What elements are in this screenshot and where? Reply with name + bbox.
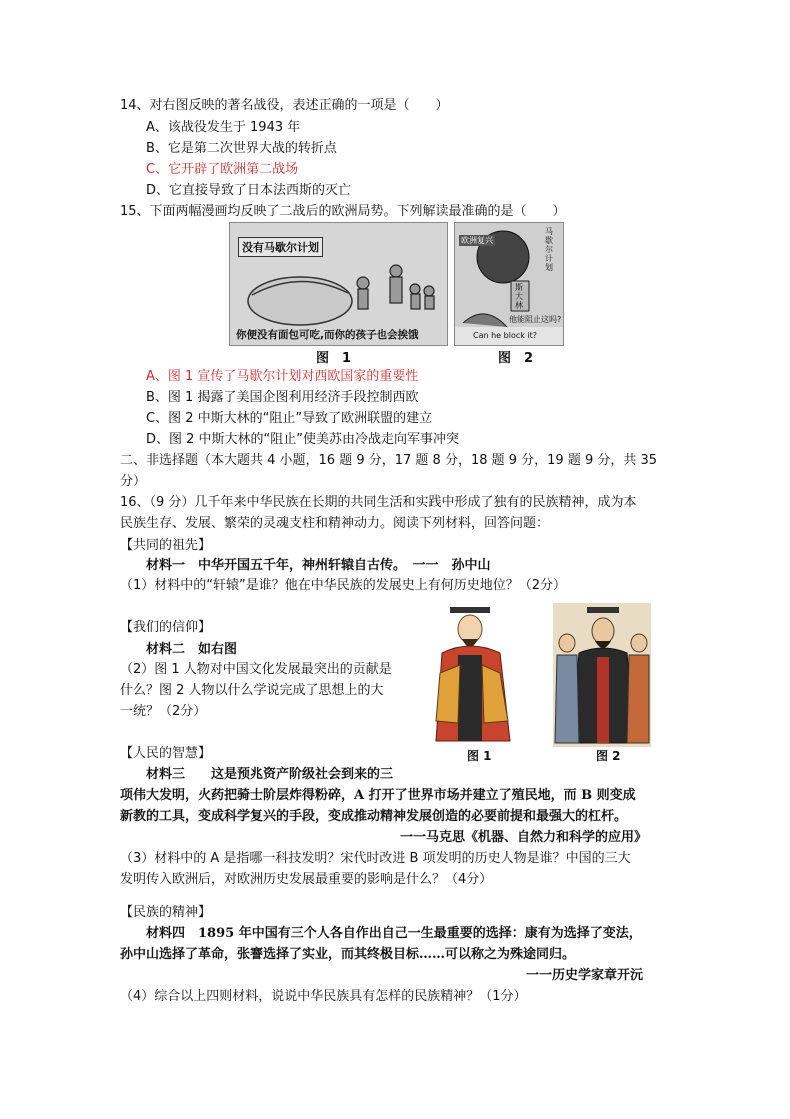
q16-material-3-line3: 新教的工具，变成科学复兴的手段，变成推动精神发展创造的必要前提和最强大的杠杆。 — [120, 809, 628, 824]
portrait-figure-2-label: 图 2 — [596, 749, 621, 763]
cartoon2-speech-cn: 他能阻止这吗? — [509, 315, 562, 324]
cartoon2-sign-europe-recovery: 欧洲复兴 — [461, 236, 493, 245]
q16-sub4: （4）综合以上四则材料，说说中华民族具有怎样的民族精神？（1分） — [120, 989, 527, 1004]
q16-sub2-line2: 什么？图 2 人物以什么学说完成了思想上的大 — [120, 683, 384, 698]
q16-material-1: 材料一 中华开国五千年，神州轩辕自古传。 一一 孙中山 — [146, 558, 491, 573]
q16-sub3-line2: 发明传入欧洲后，对欧洲历史发展最重要的影响是什么？（4分） — [120, 872, 493, 887]
q15-option-b: B、图 1 揭露了美国企图利用经济手段控制西欧 — [146, 390, 419, 405]
q14-option-d: D、它直接导致了日本法西斯的灭亡 — [146, 183, 352, 198]
q16-material-3-source: 一一马克思《机器、自然力和科学的应用》 — [400, 830, 648, 845]
q15-figure1-label: 图 1 — [316, 351, 352, 366]
portrait-figure-1-label: 图 1 — [467, 749, 492, 763]
portrait-figure-1-emperor — [428, 603, 520, 747]
section2-heading-cont: 分） — [120, 474, 147, 489]
cartoon2-sign-marshall-plan: 马歇尔计划 — [545, 227, 553, 272]
q16-material-4-line1: 材料四 1895 年中国有三个人各自作出自己一生最重要的选择：康有为选择了变法， — [146, 926, 642, 941]
q14-option-a: A、该战役发生于 1943 年 — [146, 120, 301, 135]
q15-figure2-label: 图 2 — [498, 351, 534, 366]
cartoon1-title-sign: 没有马歇尔计划 — [238, 237, 323, 257]
emperor-portrait-illustration — [428, 603, 520, 747]
q14-option-b: B、它是第二次世界大战的转折点 — [146, 141, 337, 156]
q15-option-a-answer: A、图 1 宣传了马歇尔计划对西欧国家的重要性 — [146, 369, 419, 384]
q16-sub2-line1: （2）图 1 人物对中国文化发展最突出的贡献是 — [120, 662, 392, 677]
q16-heading-spirit: 【民族的精神】 — [120, 905, 212, 920]
stalin-block-cartoon-2 — [454, 222, 564, 346]
q16-material-4-line2: 孙中山选择了革命，张謇选择了实业，而其终极目标……可以称之为殊途同归。 — [120, 947, 576, 962]
q16-sub2-line3: 一统？（2分） — [120, 704, 207, 719]
q16-material-4-source: 一一历史学家章开沅 — [526, 968, 644, 983]
q15-option-c: C、图 2 中斯大林的“阻止”导致了欧洲联盟的建立 — [146, 411, 433, 426]
q16-sub3-line1: （3）材料中的 A 是指哪一科技发明？宋代时改进 B 项发明的历史人物是谁？中国的三大 — [120, 851, 631, 866]
q14-stem: 14、对右图反映的著名战役，表述正确的一项是（ ） — [120, 98, 449, 113]
q16-heading-ancestor: 【共同的祖先】 — [120, 538, 212, 553]
q16-material-3-line1: 材料三 这是预兆资产阶级社会到来的三 — [146, 767, 394, 782]
cartoon1-caption: 你便没有面包可吃,而你的孩子也会挨饿 — [236, 329, 419, 341]
q16-heading-wisdom: 【人民的智慧】 — [120, 746, 212, 761]
q16-sub1: （1）材料中的“轩辕”是谁？他在中华民族的发展史上有何历史地位？（2分） — [120, 578, 567, 593]
section2-heading: 二、非选择题（本大题共 4 小题，16 题 9 分，17 题 8 分，18 题 9 分，19 题 9 分，共 35 — [120, 453, 658, 468]
cartoon2-speech-en: Can he block it? — [473, 331, 538, 340]
q16-material-2: 材料二 如右图 — [146, 642, 238, 657]
q16-intro: 16、（9 分）几千年来中华民族在长期的共同生活和实践中形成了独有的民族精神，成为本 — [120, 495, 637, 510]
portrait-figure-2-emperor — [553, 603, 651, 747]
q14-option-c-answer: C、它开辟了欧洲第二战场 — [146, 162, 299, 177]
q16-intro-cont: 民族生存、发展、繁荣的灵魂支柱和精神动力。阅读下列材料，回答问题： — [120, 516, 550, 531]
q15-option-d: D、图 2 中斯大林的“阻止”使美苏由冷战走向军事冲突 — [146, 432, 460, 447]
q15-stem: 15、下面两幅漫画均反映了二战后的欧洲局势。下列解读最准确的是（ ） — [120, 204, 566, 219]
cartoon2-sign-stalin: 斯大林 — [515, 283, 523, 310]
emperor-with-attendants-illustration — [553, 603, 651, 747]
q16-material-3-line2: 项伟大发明，火药把骑士阶层炸得粉碎，A 打开了世界市场并建立了殖民地，而 B 则变成 — [120, 788, 636, 803]
q16-heading-belief: 【我们的信仰】 — [120, 620, 212, 635]
marshall-plan-cartoon-1 — [229, 222, 448, 346]
